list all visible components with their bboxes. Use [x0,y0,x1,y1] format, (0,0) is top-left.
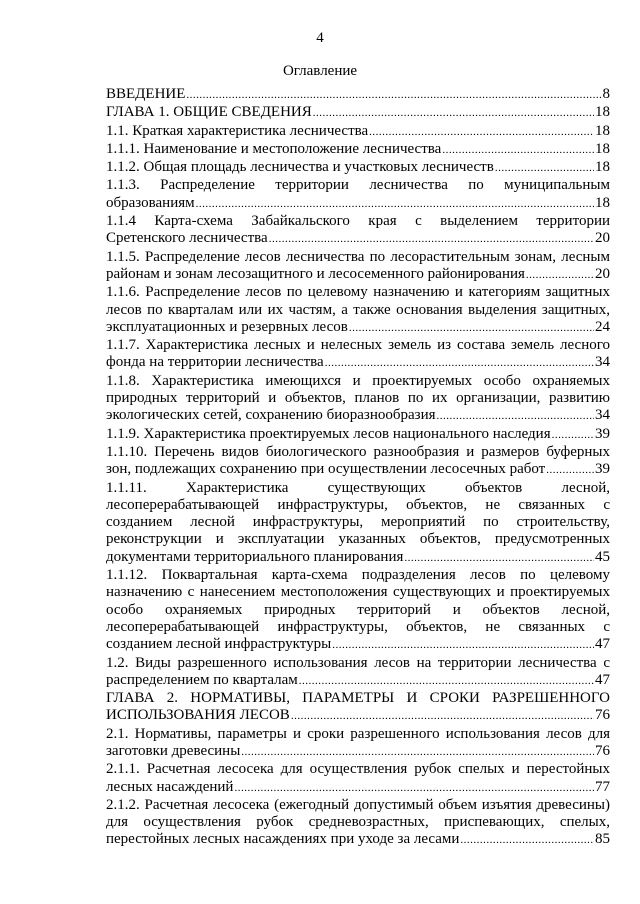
toc-entry[interactable] [106,86,610,104]
dot-leader [332,636,594,654]
toc-entry-title: 1.1.2. Общая площадь лесничества и участковых лесничеств [106,159,494,176]
toc-entry-line: 2.1. Нормативы, параметры и сроки разрешенного использования лесов для [106,725,610,742]
toc-entry-line: 2.1.2. Расчетная лесосека (ежегодный допустимый объем изъятия древесины) [106,796,610,813]
toc-entry[interactable] [106,159,610,177]
toc-entry[interactable] [106,213,610,249]
dot-leader [186,86,601,104]
toc-entry[interactable] [106,567,610,654]
toc-entry-line: 1.1.12. Поквартальная карта-схема подразделения лесов по целевому [106,567,610,584]
toc-entry[interactable] [106,761,610,797]
toc-entry-page: 76 [595,707,610,724]
toc-entry-page: 24 [595,318,610,335]
toc-entry-page: 18 [595,104,610,121]
toc-entry-page: 18 [595,159,610,176]
dot-leader [404,549,594,567]
toc-entry-title: 1.1.9. Характеристика проектируемых лесов национального наследия [106,425,551,442]
dot-leader [437,407,594,425]
toc-entry-line: 2.1.1. Расчетная лесосека для осуществления рубок спелых и перестойных [106,761,610,778]
toc-entry-title: лесных насаждений [106,778,234,795]
toc-entry-page: 18 [595,122,610,139]
toc-entry[interactable] [106,373,610,426]
toc-entry-line: назначению с нанесением местоположения существующих и проектируемых [106,584,610,601]
dot-leader [349,319,594,337]
toc-entry-line: созданием лесной инфраструктуры, мероприятий по строительству, [106,514,610,531]
toc-entry-line: 1.1.10. Перечень видов биологического разнообразия и размеров буферных [106,443,610,460]
toc-entry[interactable] [106,337,610,373]
toc-entry-title: ГЛАВА 1. ОБЩИЕ СВЕДЕНИЯ [106,104,312,121]
dot-leader [442,141,594,159]
toc-entry-page: 47 [595,671,610,688]
toc-entry-line: лесоперерабатывающей инфраструктуры, объектов, не связанных с [106,496,610,513]
dot-leader [196,195,594,213]
toc-entry-page: 39 [595,461,610,478]
toc-entry-page: 76 [595,742,610,759]
dot-leader [369,123,594,141]
toc-entry[interactable] [106,177,610,213]
toc-entry-line: 1.1.5. Распределение лесов лесничества по лесорастительным зонам, лесным [106,248,610,265]
toc-entry-line: 1.1.4 Карта-схема Забайкальского края с выделением территории [106,213,610,230]
toc-entry[interactable] [106,123,610,141]
dot-leader [526,266,594,284]
toc-entry-line: ГЛАВА 2. НОРМАТИВЫ, ПАРАМЕТРЫ И СРОКИ РАЗРЕШЕННОГО [106,690,610,707]
toc-entry[interactable] [106,480,610,567]
toc-entry-title: заготовки древесины [106,742,241,759]
toc-entry[interactable] [106,797,610,850]
toc-entry-line: 1.1.6. Распределение лесов по целевому назначению и категориям защитных [106,284,610,301]
toc-entry[interactable] [106,726,610,762]
dot-leader [269,230,594,248]
toc-entry-title: фонда на территории лесничества [106,354,324,371]
toc-entry-page: 85 [595,831,610,848]
toc-entry-page: 77 [595,778,610,795]
toc-entry[interactable] [106,444,610,480]
toc-entry[interactable] [106,249,610,285]
toc-entry-page: 39 [595,425,610,442]
toc-entry-title: 1.1. Краткая характеристика лесничества [106,122,369,139]
toc-entry-line: лесов по кварталам или их частям, а также основания выделения защитных, [106,301,610,318]
toc-entry-page: 34 [595,407,610,424]
toc-title: Оглавление [282,63,358,79]
toc-entry-page: 18 [595,140,610,157]
toc-entry[interactable] [106,426,610,444]
toc-entry-line: природных территорий и объектов, планов по их организации, развитию [106,390,610,407]
toc-entry-page: 47 [595,636,610,653]
toc-entry-page: 34 [595,354,610,371]
toc-entry-title: районам и зонам лесозащитного и лесосеменного районирования [106,265,525,282]
toc-entry-title: документами территориального планирования [106,548,404,565]
dot-leader [546,461,594,479]
toc-entry-title: образованиям [106,194,195,211]
toc-entry-title: зон, подлежащих сохранению при осуществлении лесосечных работ [106,461,546,478]
toc-entry-title: созданием лесной инфраструктуры [106,636,332,653]
toc-entry-line: особо охраняемых природных территорий и объектов лесной, [106,601,610,618]
toc-entry-line: 1.1.8. Характеристика имеющихся и проектируемых особо охраняемых [106,372,610,389]
toc-entry-page: 20 [595,265,610,282]
dot-leader [495,159,594,177]
toc-entry[interactable] [106,141,610,159]
toc-entry[interactable] [106,690,610,726]
dot-leader [552,426,594,444]
table-of-contents [106,86,610,850]
dot-leader [241,743,594,761]
toc-entry-page: 18 [595,194,610,211]
toc-entry-title: перестойных лесных насаждениях при уходе за лесами [106,831,460,848]
toc-entry-line: 1.1.7. Характеристика лесных и нелесных земель из состава земель лесного [106,337,610,354]
toc-entry-line: 1.1.11. Характеристика существующих объектов лесной, [106,479,610,496]
dot-leader [325,354,594,372]
toc-entry-line: для осуществления рубок средневозрастных, приспевающих, спелых, [106,814,610,831]
toc-entry[interactable] [106,284,610,337]
toc-entry-title: эксплуатационных и резервных лесов [106,318,348,335]
toc-entry[interactable] [106,655,610,691]
dot-leader [460,831,594,849]
toc-entry-title: ИСПОЛЬЗОВАНИЯ ЛЕСОВ [106,707,290,724]
toc-entry-page: 45 [595,548,610,565]
toc-entry-line: 1.1.3. Распределение территории лесничества по муниципальным [106,177,610,194]
toc-entry-page: 20 [595,230,610,247]
toc-entry-line: 1.2. Виды разрешенного использования лесов на территории лесничества с [106,654,610,671]
toc-entry-title: экологических сетей, сохранению биоразнообразия [106,407,436,424]
toc-entry-line: лесоперерабатывающей инфраструктуры, объектов, не связанных с [106,618,610,635]
toc-entry-title: Сретенского лесничества [106,230,268,247]
toc-entry[interactable] [106,104,610,122]
dot-leader [313,104,594,122]
dot-leader [291,707,594,725]
dot-leader [234,779,594,797]
toc-entry-page: 8 [602,86,610,102]
toc-entry-title: распределением по кварталам [106,671,298,688]
toc-entry-title: 1.1.1. Наименование и местоположение лесничества [106,140,442,157]
dot-leader [299,672,594,690]
page-number: 4 [316,30,324,46]
toc-entry-title: ВВЕДЕНИЕ [106,86,186,102]
toc-entry-line: реконструкции и эксплуатации указанных объектов, предусмотренных [106,531,610,548]
